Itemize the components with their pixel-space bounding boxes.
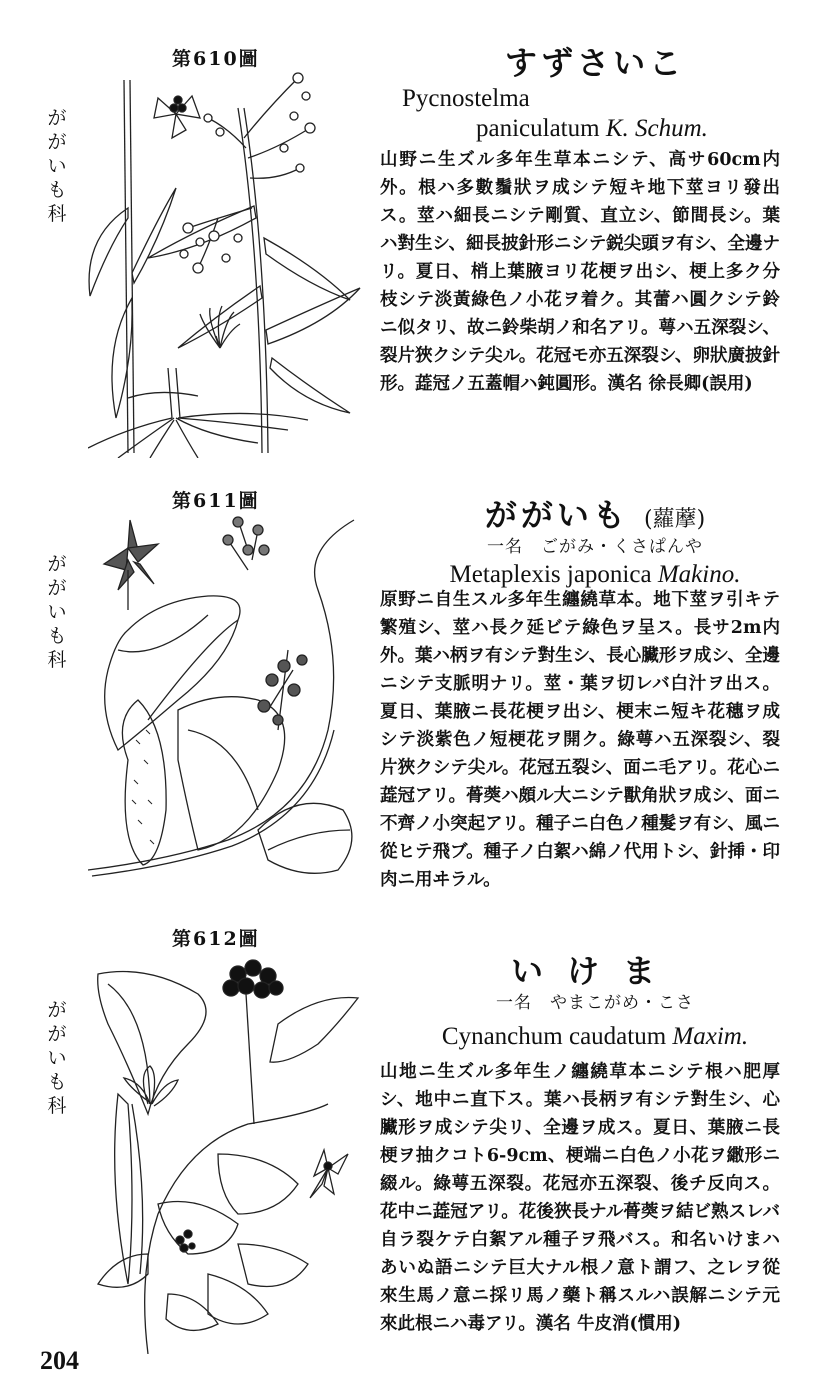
alias-names: 一名 ごがみ・くさぱんや	[487, 537, 703, 557]
title-610	[380, 38, 810, 84]
sci-species: japonica	[566, 561, 652, 588]
sci-author: Makino.	[657, 561, 741, 588]
title-611	[380, 490, 810, 536]
title-kana: ががいも	[484, 496, 629, 534]
sci-author: K. Schum.	[605, 115, 708, 142]
scientific-name	[402, 84, 802, 144]
figure-label: 第612圖	[172, 928, 260, 950]
sci-species: paniculatum	[476, 115, 600, 142]
illustration-cynanchum	[88, 954, 363, 1354]
illustration-pycnostelma	[88, 68, 378, 458]
family-label: ががいも科	[47, 553, 67, 671]
page-number: 204	[40, 1346, 79, 1375]
sci-genus: Metaplexis	[449, 561, 561, 588]
alias-names: 一名 やまこがめ・こさ	[496, 993, 694, 1013]
title-kana: すずさいこ	[504, 44, 686, 82]
sci-author: Maxim.	[672, 1023, 749, 1050]
description: 山地ニ生ズル多年生ノ纏繞草本ニシテ根ハ肥厚シ、地中ニ直下ス。葉ハ長柄ヲ有シテ對生シ、心臟形ヲ成シテ尖リ、全邊ヲ成ス。夏日、葉腋ニ長梗ヲ抽クコト6-9cm、梗端ニ白色ノ小花ヲ繖形ニ綴ル。綠萼五深裂。花冠亦五深裂、後チ反向ス。花中ニ蕋冠アリ。花後狹長ナル蓇葖ヲ結ビ熟スレバ自ラ裂ケテ白絮アル種子ヲ飛バス。和名いけまハあいぬ語ニシテ巨大ナル根ノ意ト謂フ、之レヲ從來生馬ノ意ニ採リ馬ノ藥ト稱スルハ誤解ニシテ元來此根ニハ毒アリ。漢名 牛皮消(慣用)	[380, 1062, 780, 1334]
sci-species: caudatum	[568, 1023, 667, 1050]
title-612	[380, 946, 810, 992]
family-label: ががいも科	[47, 107, 67, 225]
sci-genus: Cynanchum	[441, 1023, 563, 1050]
entry-612	[0, 918, 840, 1378]
title-kanji: (蘿藦)	[643, 507, 706, 532]
figure-label: 第611圖	[172, 490, 260, 512]
illustration-metaplexis	[88, 510, 363, 895]
entry-610	[0, 0, 840, 480]
figure-label: 第610圖	[172, 48, 260, 70]
description: 山野ニ生ズル多年生草本ニシテ、高サ60cm内外。根ハ多數鬚狀ヲ成シテ短キ地下莖ヨリ發出ス。莖ハ細長ニシテ剛質、直立シ、節間長シ。葉ハ對生シ、細長披針形ニシテ鋭尖頭ヲ有シ、全邊ナリ。夏日、梢上葉腋ヨリ花梗ヲ出シ、梗上多ク分枝シテ淡黃綠色ノ小花ヲ着ク。其蕾ハ圓クシテ鈴ニ似タリ、故ニ鈴柴胡ノ和名アリ。萼ハ五深裂シ、裂片狹クシテ尖ル。花冠モ亦五深裂シ、卵狀廣披針形。蕋冠ノ五蓋帽ハ鈍圓形。漢名 徐長卿(誤用)	[380, 150, 780, 394]
description: 原野ニ自生スル多年生纏繞草本。地下莖ヲ引キテ繁殖シ、莖ハ長ク延ビテ綠色ヲ呈ス。長サ2m内外。葉ハ柄ヲ有シテ對生シ、長心臟形ヲ成シ、全邊ニシテ支脈明ナリ。莖・葉ヲ切レバ白汁ヲ出ス。夏日、葉腋ニ長花梗ヲ出シ、梗末ニ短キ花穗ヲ成シテ淡紫色ノ短梗花ヲ開ク。綠萼ハ五深裂シ、裂片狹クシテ尖ル。花冠五裂シ、面ニ毛アリ。花心ニ蕋冠アリ。蓇葖ハ頗ル大ニシテ獸角狀ヲ成シ、面ニ不齊ノ小突起アリ。種子ニ白色ノ種髮ヲ有シ、風ニ從ヒテ飛ブ。種子ノ白絮ハ綿ノ代用トシ、針揷・印肉ニ用ヰラル。	[380, 590, 780, 890]
entry-611	[0, 480, 840, 920]
scientific-name	[380, 1022, 810, 1052]
family-label: ががいも科	[47, 999, 67, 1117]
sci-genus: Pycnostelma	[402, 85, 530, 112]
title-kana: いけま	[510, 952, 679, 990]
